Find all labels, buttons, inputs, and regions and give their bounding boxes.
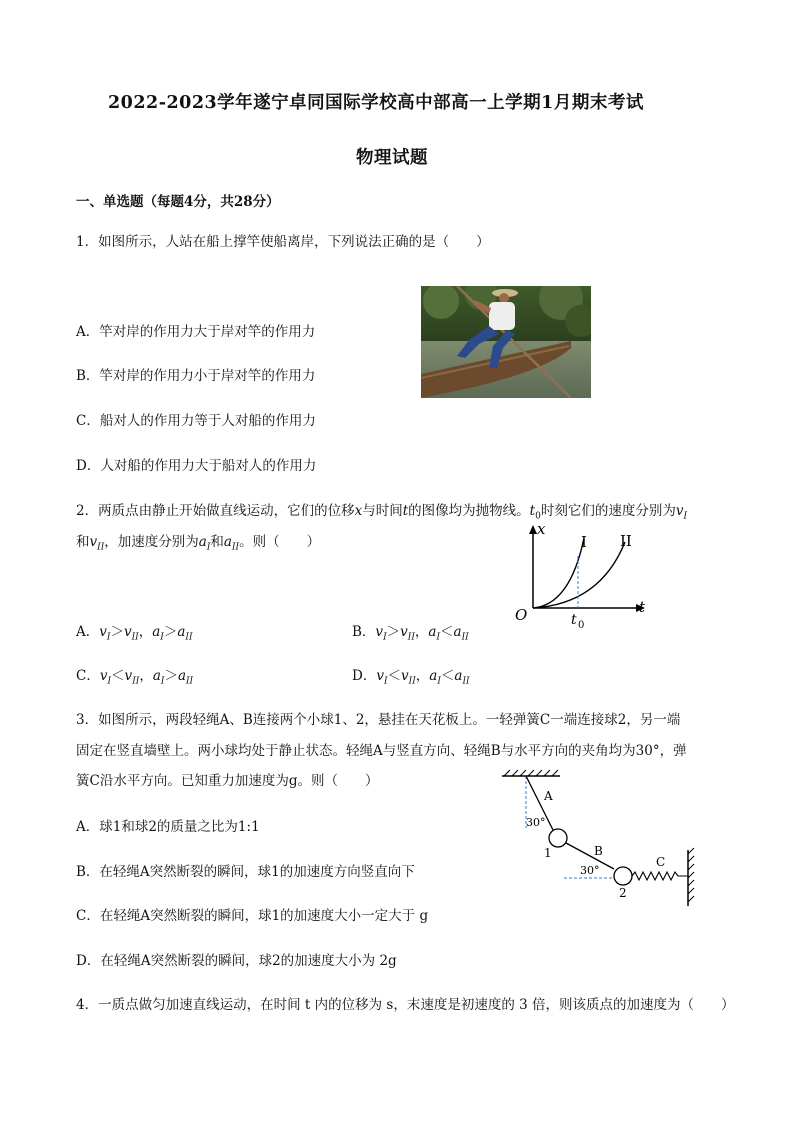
angle-label-2: 30° [580, 864, 600, 877]
section-heading: 一、单选题（每题4分，共28分） [76, 194, 280, 210]
q2-option-c [76, 664, 193, 687]
var-a: a [454, 668, 463, 684]
q1-option-a: A．竿对岸的作用力大于岸对竿的作用力 [76, 324, 316, 340]
sub-II: II [97, 542, 105, 553]
boat-pole-photo [421, 286, 591, 398]
ball-2 [614, 867, 632, 885]
var-a: a [177, 668, 186, 684]
spring-C [632, 872, 688, 880]
var-x: x [354, 503, 363, 519]
q2-stem-text: ，加速度分别为 [104, 534, 199, 550]
origin-label: O [515, 606, 528, 624]
var-a: a [223, 534, 232, 550]
var-v: v [376, 668, 384, 684]
q2-stem-text: 。则（ ） [239, 534, 321, 550]
lt-sign: ＜ [440, 668, 455, 684]
q3-option-d: D．在轻绳A突然断裂的瞬间，球2的加速度大小为 2g [76, 953, 397, 969]
var-t: t [402, 503, 409, 519]
q3-stem-line2: 固定在竖直墙壁上。两小球均处于静止状态。轻绳A与竖直方向、轻绳B与水平方向的夹角均为30°，弹 [76, 743, 687, 759]
q2-stem-text: 时刻它们的速度分别为 [540, 503, 676, 519]
q2-stem-text: 的图像均为抛物线。 [408, 503, 530, 519]
q3-option-b: B．在轻绳A突然断裂的瞬间，球1的加速度方向竖直向下 [76, 864, 415, 880]
var-t0: t [529, 503, 536, 519]
label-B: B [594, 844, 603, 858]
gt-sign: ＞ [164, 668, 178, 684]
q2-stem-text: 和 [76, 534, 90, 550]
ball-1 [549, 829, 567, 847]
wall-hatch [688, 848, 694, 902]
curve-label-I: I [581, 533, 587, 551]
sub-I: I [383, 632, 387, 643]
gt-sign: ＞ [163, 624, 178, 640]
sub-I: I [160, 676, 165, 687]
q2-stem-line1 [76, 499, 687, 522]
tick-t0-sub: 0 [578, 620, 585, 631]
q2-stem-line2 [76, 530, 320, 553]
q2-option-a [76, 620, 193, 643]
page-subtitle: 物理试题 [356, 148, 428, 168]
q1-option-d: D．人对船的作用力大于船对人的作用力 [76, 458, 317, 474]
var-v: v [124, 668, 133, 684]
var-a: a [152, 624, 161, 640]
q3-option-c: C．在轻绳A突然断裂的瞬间，球1的加速度大小一定大于 g [76, 908, 429, 924]
var-v: v [99, 624, 107, 640]
q3-stem-line1: 3．如图所示，两段轻绳A、B连接两个小球1、2，悬挂在天花板上。一轻弹簧C一端连接球2，另一端 [76, 712, 681, 728]
option-label: D． [352, 668, 377, 684]
comma: ， [138, 624, 153, 640]
sub-II: II [131, 632, 139, 643]
var-a: a [198, 534, 207, 550]
comma: ， [139, 668, 153, 684]
ceiling-hatch [504, 770, 558, 776]
axis-label-x: x [537, 520, 546, 538]
q2-option-b [352, 620, 469, 643]
var-v: v [99, 668, 108, 684]
curve-label-II: II [620, 532, 632, 550]
angle-label-1: 30° [526, 816, 546, 829]
sub-II: II [407, 632, 415, 643]
var-a: a [453, 624, 462, 640]
option-label: B． [352, 624, 376, 640]
gt-sign: ＞ [386, 624, 401, 640]
sub-II: II [461, 632, 469, 643]
q2-stem-text: 和 [210, 534, 224, 550]
var-v: v [89, 534, 98, 550]
label-C: C [656, 855, 666, 869]
q1-stem: 1．如图所示，人站在船上撑竿使船离岸，下列说法正确的是（ ） [76, 234, 490, 250]
axis-label-t: t [639, 598, 646, 616]
label-ball-2: 2 [619, 886, 627, 900]
lt-sign: ＜ [440, 624, 454, 640]
var-a: a [428, 624, 437, 640]
lt-sign: ＜ [387, 668, 402, 684]
sub-II: II [462, 676, 470, 687]
q1-option-c: C．船对人的作用力等于人对船的作用力 [76, 413, 316, 429]
var-v: v [675, 503, 684, 519]
var-v: v [401, 668, 409, 684]
sub-II: II [132, 676, 140, 687]
lt-sign: ＜ [111, 668, 125, 684]
q4-stem: 4．一质点做匀加速直线运动，在时间 t 内的位移为 s，末速度是初速度的 3 倍，则该质点的加速度为（ ） [76, 997, 735, 1013]
q2-option-d [352, 664, 470, 687]
var-a: a [177, 624, 186, 640]
sub-I: I [383, 676, 388, 687]
sub-I: I [107, 676, 112, 687]
x-axis-arrow-icon [529, 525, 537, 534]
sub-II: II [231, 542, 240, 553]
var-v: v [123, 624, 132, 640]
q3-stem-line3: 簧C沿水平方向。已知重力加速度为g。则（ ） [76, 773, 379, 789]
sub-I: I [683, 511, 688, 522]
sub-I: I [437, 676, 441, 687]
rope-spring-diagram [498, 768, 698, 910]
option-label: A． [76, 624, 100, 640]
page-title: 2022-2023学年遂宁卓同国际学校高中部高一上学期1月期末考试 [108, 93, 644, 113]
x-t-graph [505, 520, 655, 632]
var-a: a [429, 668, 438, 684]
var-t0-sub: 0 [535, 511, 541, 522]
var-v: v [400, 624, 408, 640]
sub-I: I [436, 632, 441, 643]
q2-stem-text: 与时间 [362, 503, 403, 519]
curve-II [533, 542, 625, 608]
option-label: C． [76, 668, 100, 684]
boat-pole-photo-icon [421, 286, 591, 398]
tick-t0: t [571, 612, 577, 628]
var-a: a [152, 668, 161, 684]
q2-stem-text: 2．两质点由静止开始做直线运动，它们的位移 [76, 503, 355, 519]
sub-I: I [206, 542, 211, 553]
comma: ， [415, 668, 430, 684]
sub-II: II [185, 632, 193, 643]
sub-II: II [186, 676, 194, 687]
gt-sign: ＞ [110, 624, 124, 640]
comma: ， [414, 624, 429, 640]
sub-I: I [160, 632, 164, 643]
label-A: A [544, 789, 553, 803]
sub-I: I [106, 632, 111, 643]
label-ball-1: 1 [544, 846, 552, 860]
sub-II: II [408, 676, 416, 687]
q3-option-a: A．球1和球2的质量之比为1:1 [76, 819, 260, 835]
q1-option-b: B．竿对岸的作用力小于岸对竿的作用力 [76, 368, 316, 384]
var-v: v [375, 624, 384, 640]
